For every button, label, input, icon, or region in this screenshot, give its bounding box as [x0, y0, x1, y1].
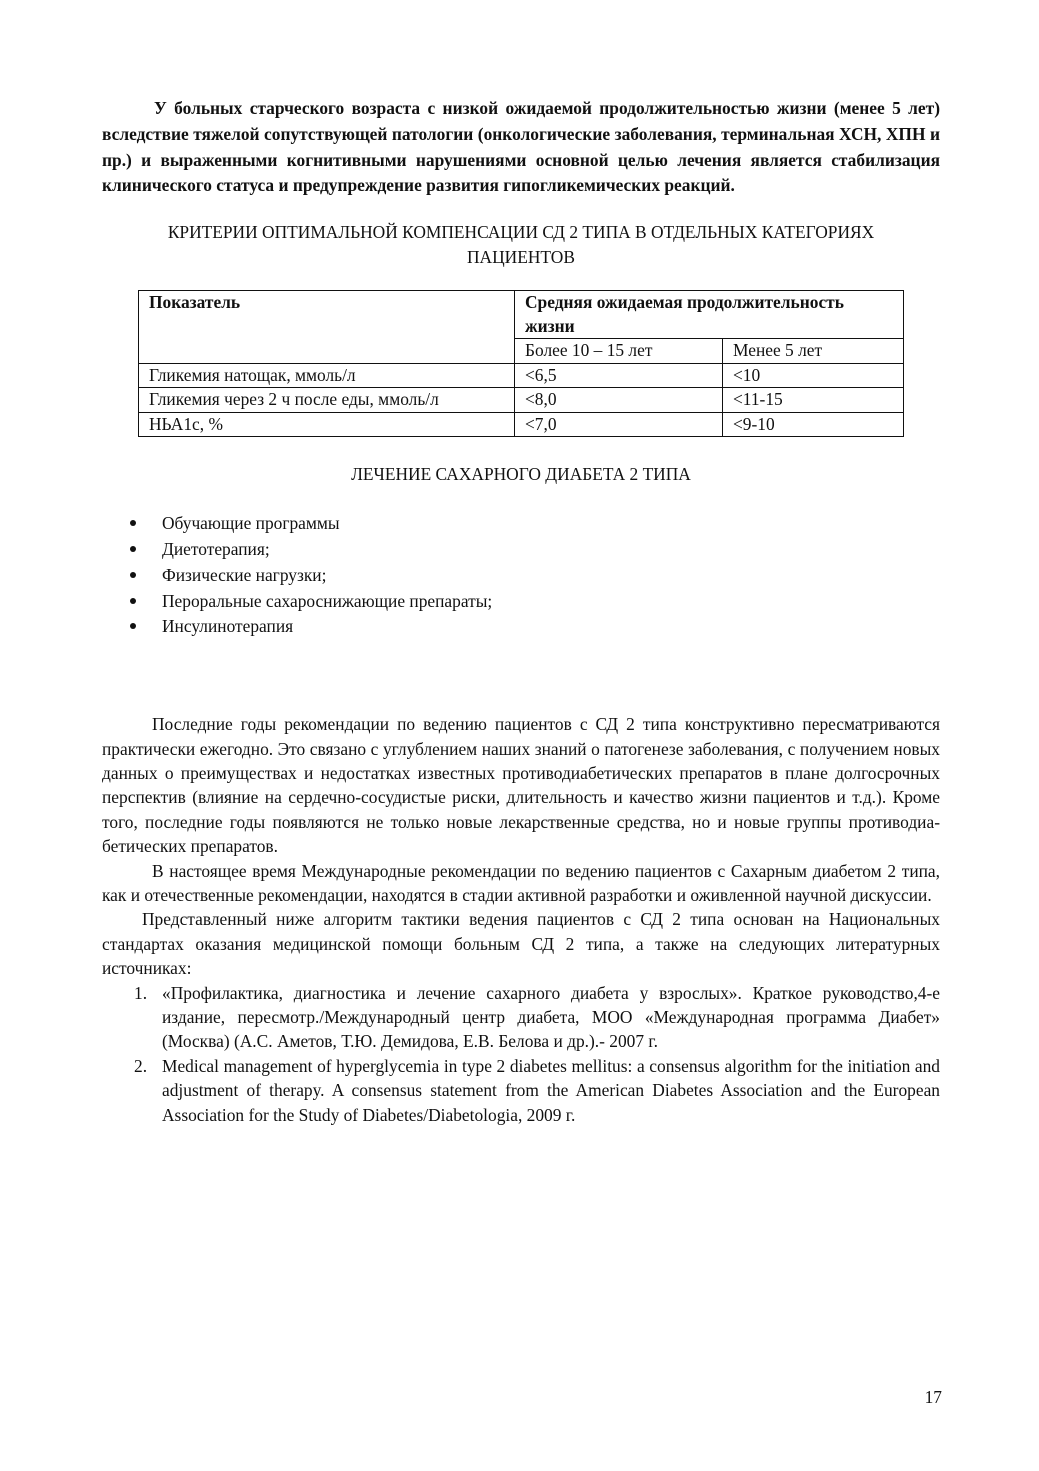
- treatment-list: [102, 511, 940, 640]
- row-indicator: Гликемия через 2 ч после еды, ммоль/л: [139, 388, 515, 413]
- list-item-text: Физические нагрузки;: [162, 564, 327, 585]
- row-value-2: <10: [723, 363, 904, 388]
- bullet-icon: [130, 598, 136, 604]
- subheader-more-10-15: Более 10 – 15 лет: [515, 339, 723, 364]
- row-value-1: <7,0: [515, 412, 723, 437]
- row-value-1: <8,0: [515, 388, 723, 413]
- header-indicator: Показатель: [139, 291, 515, 364]
- table-row: [139, 388, 904, 413]
- treatment-heading: ЛЕЧЕНИЕ САХАРНОГО ДИАБЕТА 2 ТИПА: [351, 464, 691, 485]
- header-life-expectancy: Средняя ожидаемая продолжительность жизни: [515, 291, 904, 339]
- paragraph-recommendations: Последние годы рекомендации по ведению пациентов с СД 2 типа конструктивно пересматриваются практически ежегодно. Это связано с углублением наших знаний о патогенезе заболевания, с получением новых данных о преимуществах и недостатках известных противодиабетических препаратов в плане долгосрочных перспектив (влияние на сердечно-сосудистые риски, длительность и качество жизни пациентов и т.д.). Кроме того, последние годы появляются не только новые лекарственные средства, но и новые группы противодиабетических препаратов.: [102, 714, 940, 857]
- bullet-icon: [130, 520, 136, 526]
- list-item: [102, 537, 940, 563]
- reference-number: 1.: [134, 982, 148, 1003]
- row-value-2: <11-15: [723, 388, 904, 413]
- list-item-text: Диетотерапия;: [162, 538, 270, 559]
- row-value-1: <6,5: [515, 363, 723, 388]
- row-indicator: НЬА1с, %: [139, 412, 515, 437]
- reference-item: [102, 981, 940, 1054]
- references-list: [102, 981, 940, 1127]
- paragraph-algorithm: Представленный ниже алгоритм тактики ведения пациентов с СД 2 типа основан на Национальных стандартах оказания медицинской помощи больным СД 2 типа, а также на следующих литературных источниках:: [102, 909, 940, 979]
- reference-item: [102, 1054, 940, 1127]
- reference-number: 2.: [134, 1055, 148, 1076]
- subheader-less-5: Менее 5 лет: [723, 339, 904, 364]
- bullet-icon: [130, 623, 136, 629]
- list-item: [102, 563, 940, 589]
- table-row: [139, 412, 904, 437]
- reference-text: «Профилактика, диагностика и лечение сахарного диабета у взрослых». Краткое руководство,4-е издание, пересмотр./Международный центр диабета, МОО «Международная программа Диабет» (Москва) (А.С. Аметов, Т.Ю. Демидова, Е.В. Белова и др.).- 2007 г.: [162, 982, 940, 1052]
- criteria-table: [138, 290, 904, 437]
- table-header-row: [139, 291, 904, 339]
- list-item-text: Пероральные сахароснижающие препараты;: [162, 590, 493, 611]
- list-item-text: Обучающие программы: [162, 513, 340, 534]
- list-item: [102, 511, 940, 537]
- bullet-icon: [130, 546, 136, 552]
- table-row: [139, 363, 904, 388]
- bullet-icon: [130, 572, 136, 578]
- list-item: [102, 589, 940, 615]
- row-indicator: Гликемия натощак, ммоль/л: [139, 363, 515, 388]
- paragraph-international: В настоящее время Международные рекомендации по ведению пациентов с Сахарным диабетом 2 типа, как и отечественные рекомендации, находятся в стадии активной разработки и оживленной научной дискуссии.: [102, 860, 940, 906]
- list-item: [102, 614, 940, 640]
- page-number: 17: [924, 1387, 942, 1407]
- list-item-text: Инсулинотерапия: [162, 616, 294, 637]
- row-value-2: <9-10: [723, 412, 904, 437]
- page-content: [102, 96, 940, 1127]
- reference-text: Medical management of hyperglycemia in type 2 diabetes mellitus: a consensus algorithm for the initiation and adjustment of therapy. A consensus statement from the American Diabetes Association and the European Association for the Study of Diabetes/Diabetologia, 2009 г.: [162, 1055, 940, 1125]
- criteria-heading: КРИТЕРИИ ОПТИМАЛЬНОЙ КОМПЕНСАЦИИ СД 2 ТИПА В ОТДЕЛЬНЫХ КАТЕГОРИЯХ ПАЦИЕНТОВ: [167, 222, 875, 268]
- intro-paragraph: У больных старческого возраста с низкой ожидаемой продолжительностью жизни (менее 5 лет) вследствие тяжелой сопутствующей патологии (онкологические заболевания, терминальная ХСН, ХПН и пр.) и выраженными когнитивными нарушениями основной целью лечения является стабилизация клинического статуса и предупреждение развития гипогликемических реакций.: [102, 98, 940, 196]
